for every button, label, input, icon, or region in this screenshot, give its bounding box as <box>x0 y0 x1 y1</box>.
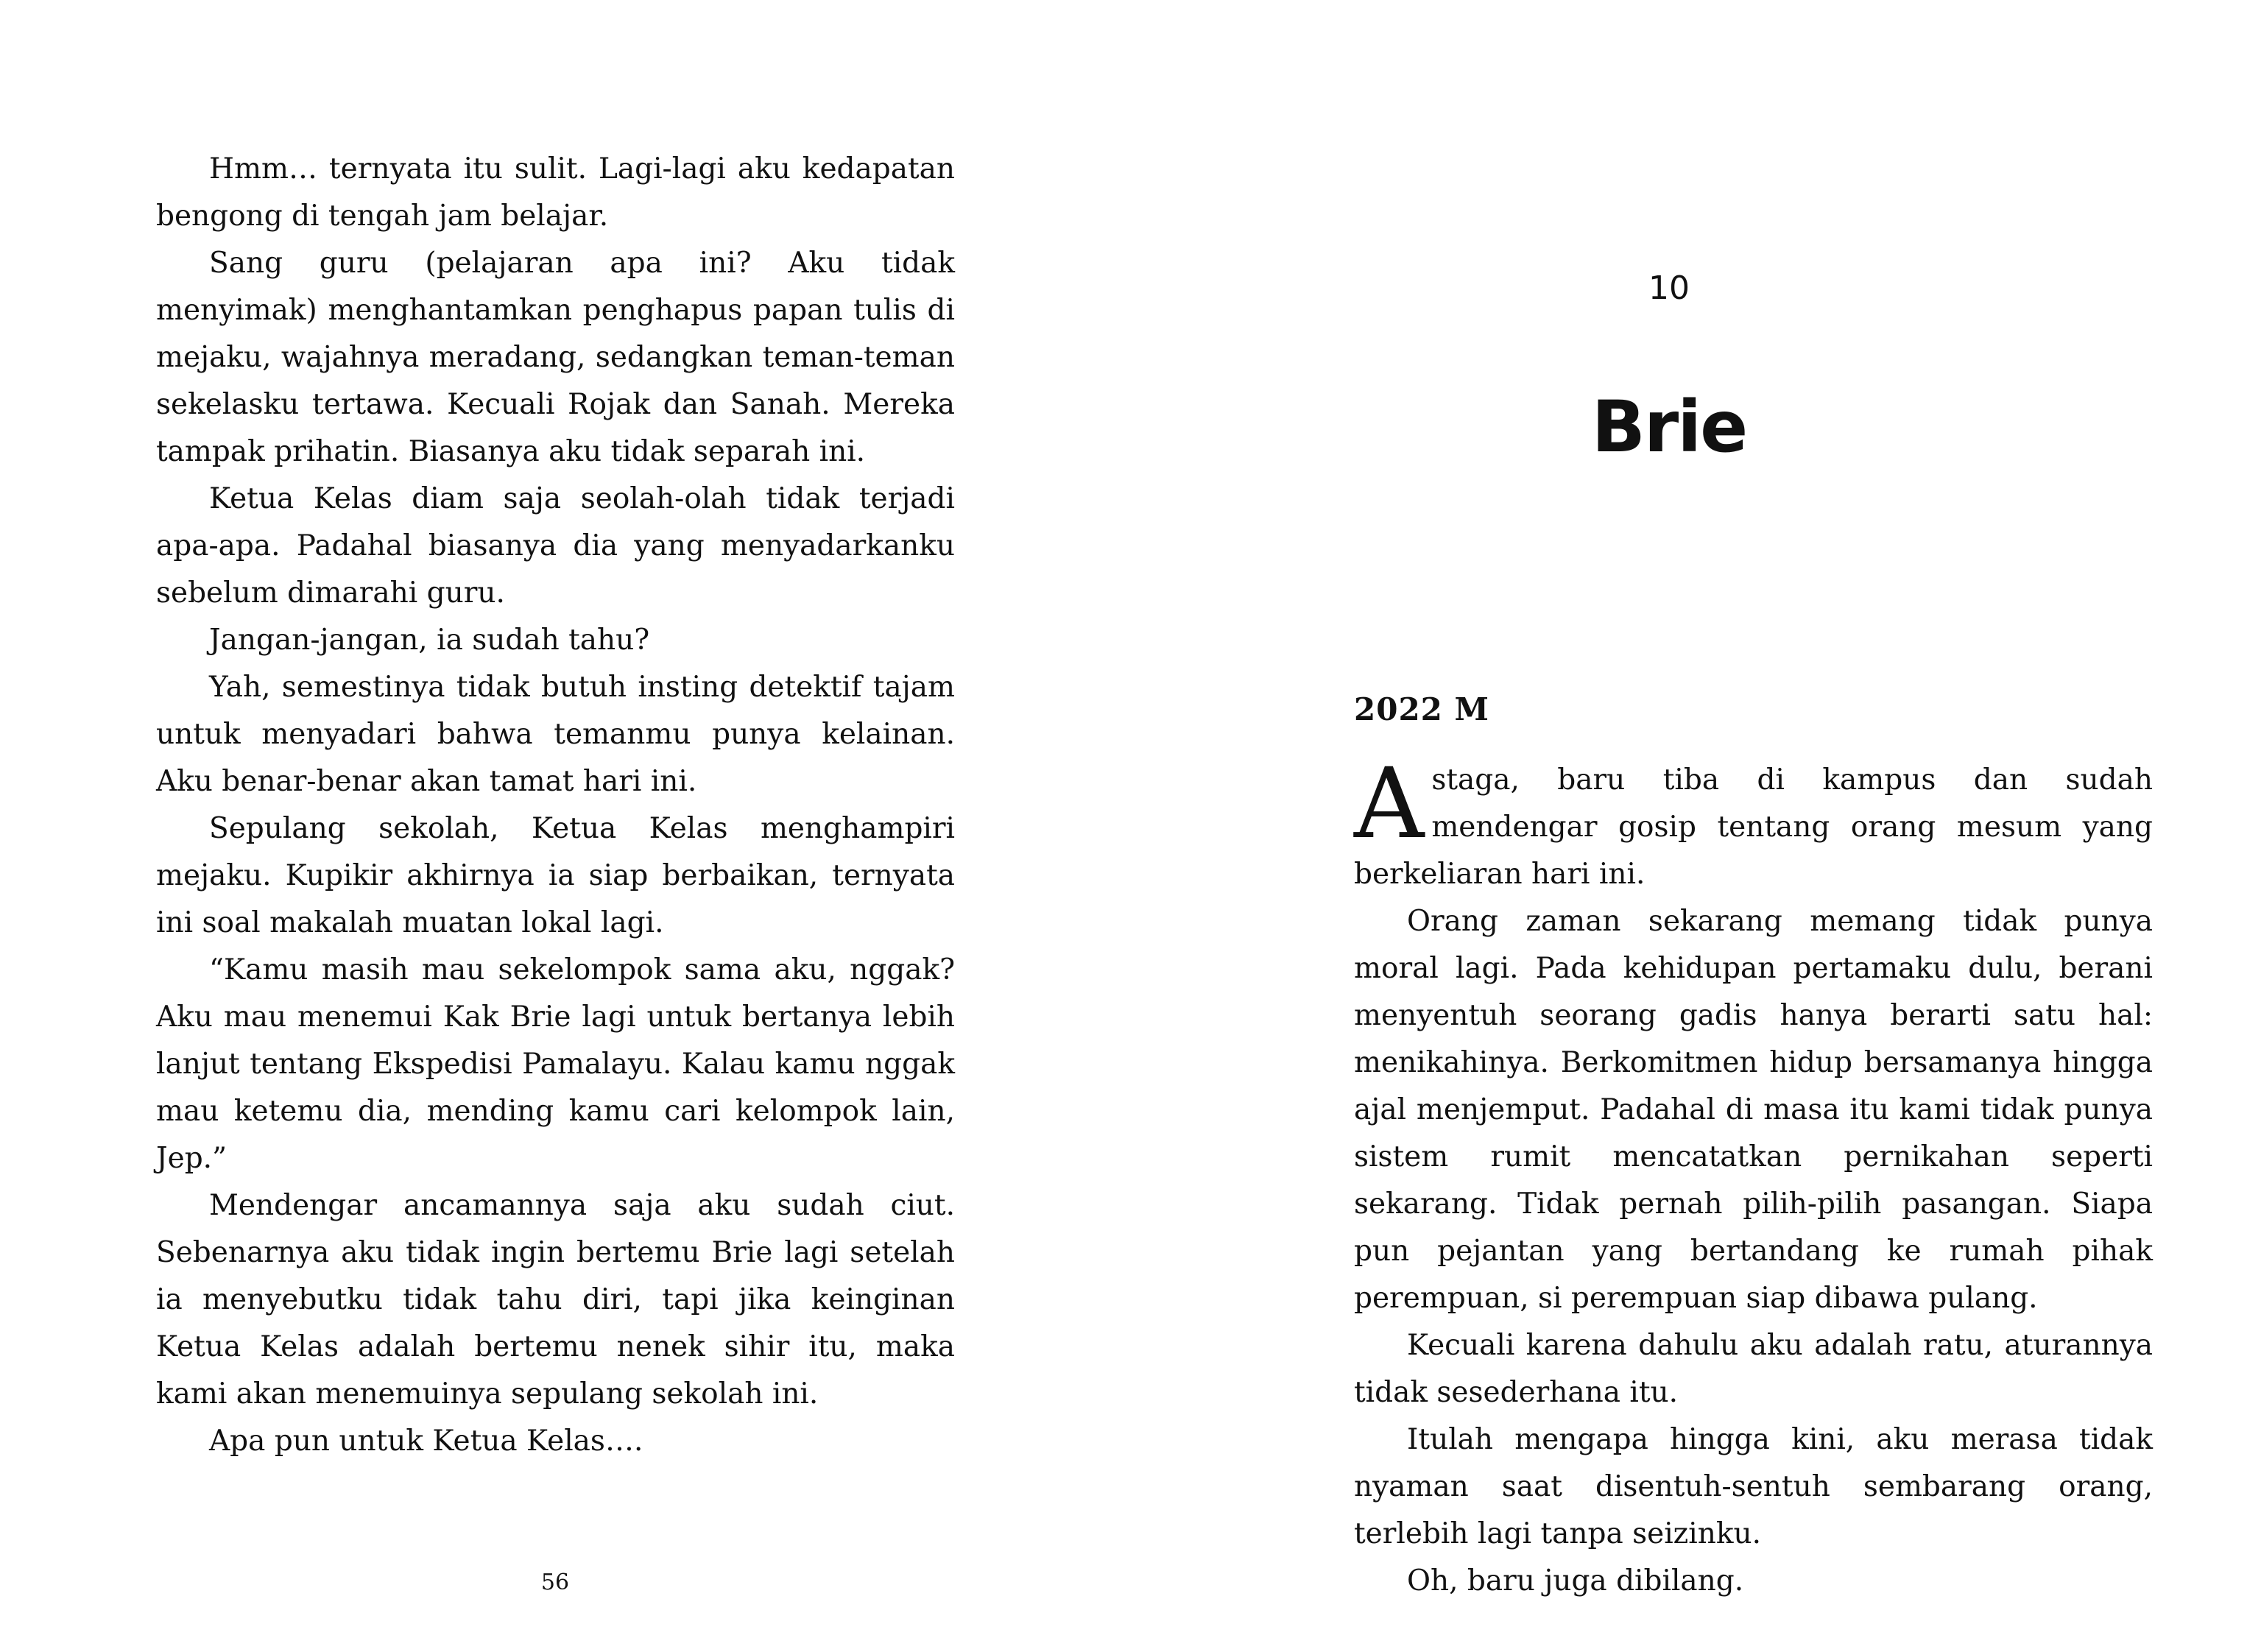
paragraph: Sepulang sekolah, Ketua Kelas menghampiri mejaku. Kupikir akhirnya ia siap berbaikan, ternyata ini soal makalah muatan lokal lagi. <box>156 812 955 939</box>
right-page <box>1130 0 2261 1652</box>
paragraph: Jangan-jangan, ia sudah tahu? <box>209 624 650 657</box>
left-page-body <box>156 146 955 1465</box>
paragraph: Yah, semestinya tidak butuh insting detektif tajam untuk menyadari bahwa temanmu punya kelainan. Aku benar-benar akan tamat hari ini. <box>156 671 955 798</box>
chapter-title: Brie <box>1591 386 1747 468</box>
paragraph: Itulah mengapa hingga kini, aku merasa tidak nyaman saat disentuh-sentuh sembarang orang, terlebih lagi tanpa seizinku. <box>1354 1423 2153 1550</box>
paragraph: Oh, baru juga dibilang. <box>1407 1564 1744 1598</box>
paragraph: Apa pun untuk Ketua Kelas…. <box>209 1425 643 1458</box>
section-heading: 2022 M <box>1354 691 1490 727</box>
page-number: 56 <box>540 1570 570 1595</box>
right-page-body <box>1354 747 2153 1605</box>
drop-cap: A <box>1354 747 1425 861</box>
opening-paragraph-text: staga, baru tiba di kampus dan sudah mendengar gosip tentang orang mesum yang berkeliaran hari ini. <box>1354 763 2153 891</box>
paragraph: Kecuali karena dahulu aku adalah ratu, aturannya tidak sesederhana itu. <box>1354 1329 2153 1409</box>
left-page <box>0 0 1130 1652</box>
paragraph: Hmm… ternyata itu sulit. Lagi-lagi aku kedapatan bengong di tengah jam belajar. <box>156 152 955 233</box>
paragraph: Orang zaman sekarang memang tidak punya moral lagi. Pada kehidupan pertamaku dulu, berani menyentuh seorang gadis hanya berarti satu hal: menikahinya. Berkomitmen hidup bersamanya hingga ajal menjemput. Padahal di masa itu kami tidak punya sistem rumit mencatatkan pernikahan seperti sekarang. Tidak pernah pilih-pilih pasangan. Siapa pun pejantan yang bertandang ke rumah pihak perempuan, si perempuan siap dibawa pulang. <box>1354 905 2153 1315</box>
chapter-number: 10 <box>1648 269 1690 307</box>
paragraph: Mendengar ancamannya saja aku sudah ciut. Sebenarnya aku tidak ingin bertemu Brie lagi setelah ia menyebutku tidak tahu diri, tapi jika keinginan Ketua Kelas adalah bertemu nenek sihir itu, maka kami akan menemuinya sepulang sekolah ini. <box>156 1189 955 1411</box>
paragraph: Ketua Kelas diam saja seolah-olah tidak terjadi apa-apa. Padahal biasanya dia yang menyadarkanku sebelum dimarahi guru. <box>156 482 955 610</box>
opening-paragraph <box>1354 747 2153 898</box>
paragraph: “Kamu masih mau sekelompok sama aku, nggak? Aku mau menemui Kak Brie lagi untuk bertanya lebih lanjut tentang Ekspedisi Pamalayu. Kalau kamu nggak mau ketemu dia, mending kamu cari kelompok lain, Jep.” <box>156 953 955 1175</box>
paragraph: Sang guru (pelajaran apa ini? Aku tidak menyimak) menghantamkan penghapus papan tulis di mejaku, wajahnya meradang, sedangkan teman-teman sekelasku tertawa. Kecuali Rojak dan Sanah. Mereka tampak prihatin. Biasanya aku tidak separah ini. <box>156 247 955 468</box>
